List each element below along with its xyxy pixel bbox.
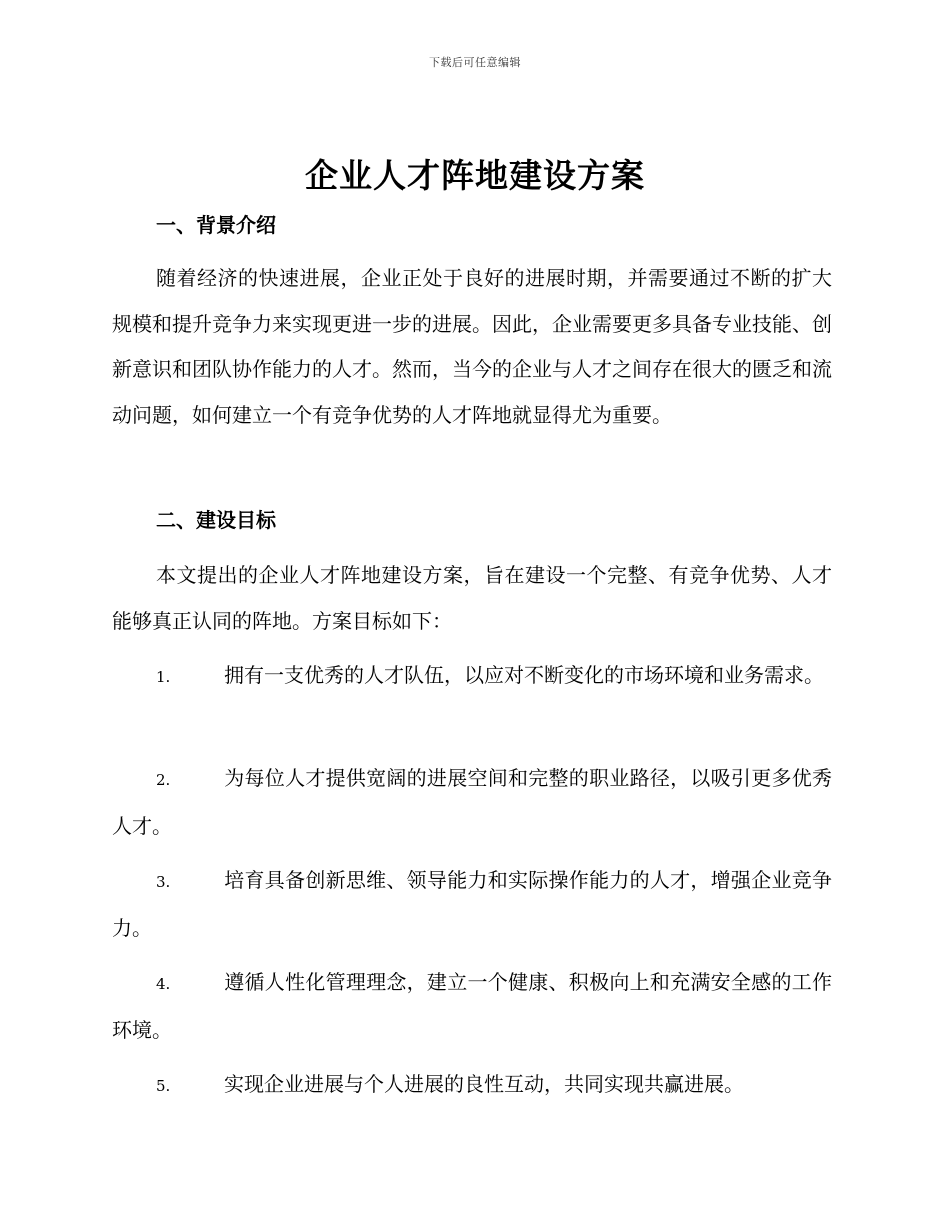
document-title: 企业人才阵地建设方案 [305,156,645,195]
goal-number: 3. [156,873,171,891]
goal-item [112,1062,832,1110]
goal-text: 为每位人才提供宽阔的进展空间和完整的职业路径，以吸引更多优秀人才。 [112,766,832,838]
goal-text: 拥有一支优秀的人才队伍，以应对不断变化的市场环境和业务需求。 [224,663,824,687]
paragraph-background: 随着经济的快速进展，企业正处于良好的进展时期，并需要通过不断的扩大规模和提升竞争力来实现更进一步的进展。因此，企业需要更多具备专业技能、创新意识和团队协作能力的人才。然而，当今的企业与人才之间存在很大的匮乏和流动问题，如何建立一个有竞争优势的人才阵地就显得尤为重要。 [112,266,832,427]
goal-item [112,756,832,849]
goal-text: 实现企业进展与个人进展的良性互动，共同实现共赢进展。 [224,1072,744,1096]
goal-number: 1. [156,668,171,686]
goal-text: 培育具备创新思维、领导能力和实际操作能力的人才，增强企业竞争力。 [112,868,832,940]
goal-item [112,653,832,701]
paragraph-goals-intro: 本文提出的企业人才阵地建设方案，旨在建设一个完整、有竞争优势、人才能够真正认同的阵地。方案目标如下： [112,563,832,633]
goal-item [112,960,832,1053]
goal-text: 遵循人性化管理理念，建立一个健康、积极向上和充满安全感的工作环境。 [112,970,832,1042]
goal-number: 2. [156,771,171,789]
goal-number: 4. [156,975,171,993]
section-heading-goals: 二、建设目标 [156,508,276,532]
header-note: 下载后可任意编辑 [429,56,521,69]
goal-item [112,858,832,951]
goal-number: 5. [156,1077,171,1095]
section-heading-background: 一、背景介绍 [156,213,276,237]
